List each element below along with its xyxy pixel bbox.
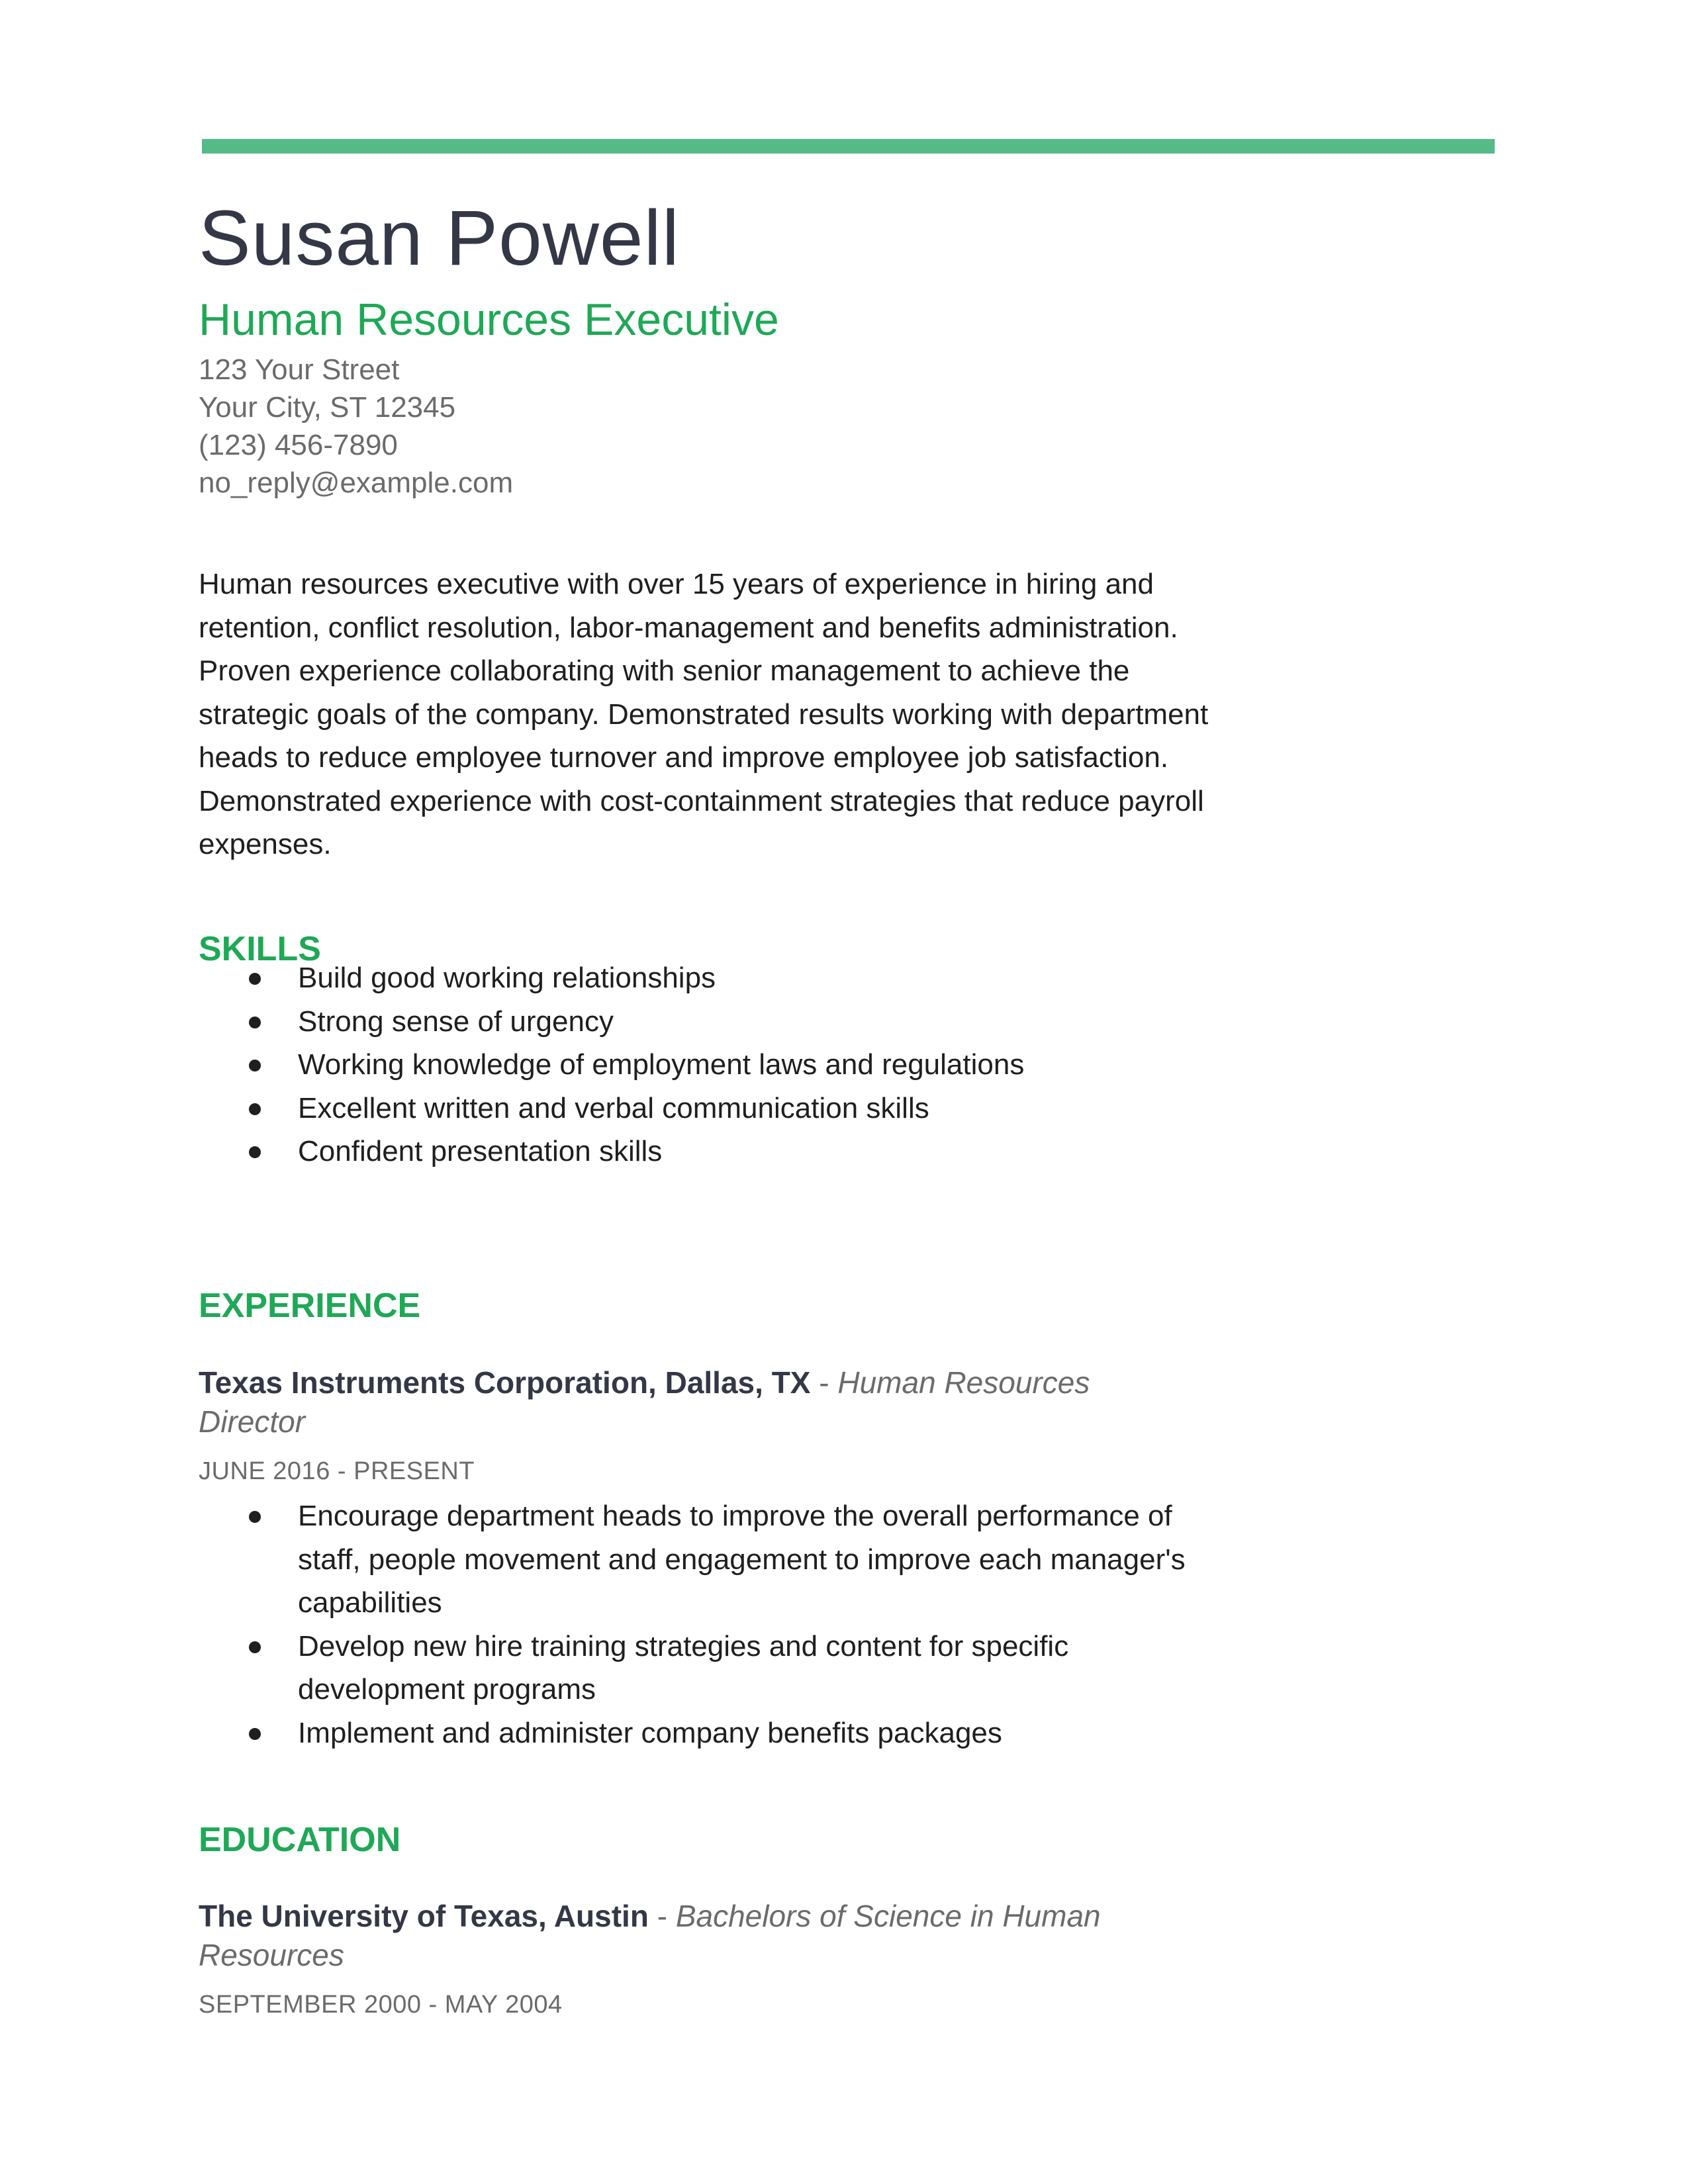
bullet-icon — [249, 1511, 261, 1523]
bullet-icon — [249, 1103, 261, 1115]
contact-phone: (123) 456-7890 — [199, 429, 398, 461]
school-title-line — [199, 1897, 1158, 1975]
bullet-icon — [249, 1146, 261, 1158]
job-role: Human Resources Director — [199, 1365, 1090, 1439]
bullet-icon — [249, 1728, 261, 1740]
skills-heading: SKILLS — [199, 930, 321, 968]
skill-item: Build good working relationships — [199, 956, 1231, 1000]
job-separator: - — [810, 1365, 838, 1400]
job-bullet-item: Encourage department heads to improve the overall performance of staff, people movement and engagement to improve each manager's capabilities — [199, 1494, 1231, 1625]
skill-item: Confident presentation skills — [199, 1130, 1231, 1173]
candidate-name: Susan Powell — [199, 195, 680, 282]
bullet-icon — [249, 1060, 261, 1071]
skill-item: Strong sense of urgency — [199, 1000, 1231, 1044]
school-dates: SEPTEMBER 2000 - MAY 2004 — [199, 1991, 563, 2019]
candidate-title: Human Resources Executive — [199, 295, 779, 345]
job-bullet-item: Develop new hire training strategies and content for specific development programs — [199, 1625, 1231, 1711]
job-bullet-item: Implement and administer company benefits packages — [199, 1711, 1231, 1755]
skills-list — [199, 956, 1231, 1173]
school-separator: - — [648, 1899, 676, 1933]
skill-item: Excellent written and verbal communication skills — [199, 1087, 1231, 1130]
job-company: Texas Instruments Corporation, Dallas, TX — [199, 1365, 811, 1400]
job-title-line — [199, 1363, 1158, 1441]
summary-paragraph: Human resources executive with over 15 years of experience in hiring and retention, conflict resolution, labor-management and benefits administration. Proven experience collaborating with senior management to achieve the strategic goals of the company. Demonstrated results working with department heads to reduce employee turnover and improve employee job satisfaction. Demonstrated experience with cost-containment strategies that reduce payroll expenses. — [199, 568, 1209, 860]
skill-item: Working knowledge of employment laws and regulations — [199, 1043, 1231, 1087]
bullet-icon — [249, 973, 261, 985]
contact-street: 123 Your Street — [199, 353, 400, 386]
contact-email[interactable]: no_reply@example.com — [199, 467, 514, 499]
experience-heading: EXPERIENCE — [199, 1287, 421, 1325]
school-name: The University of Texas, Austin — [199, 1899, 649, 1933]
school-degree: Bachelors of Science in Human Resources — [199, 1899, 1101, 1972]
bullet-icon — [249, 1641, 261, 1653]
bullet-icon — [249, 1017, 261, 1028]
job-bullets — [199, 1494, 1231, 1754]
education-heading: EDUCATION — [199, 1821, 401, 1859]
contact-block — [199, 351, 513, 502]
contact-city: Your City, ST 12345 — [199, 391, 456, 424]
job-dates: JUNE 2016 - PRESENT — [199, 1457, 475, 1485]
header-accent-bar — [202, 139, 1495, 154]
